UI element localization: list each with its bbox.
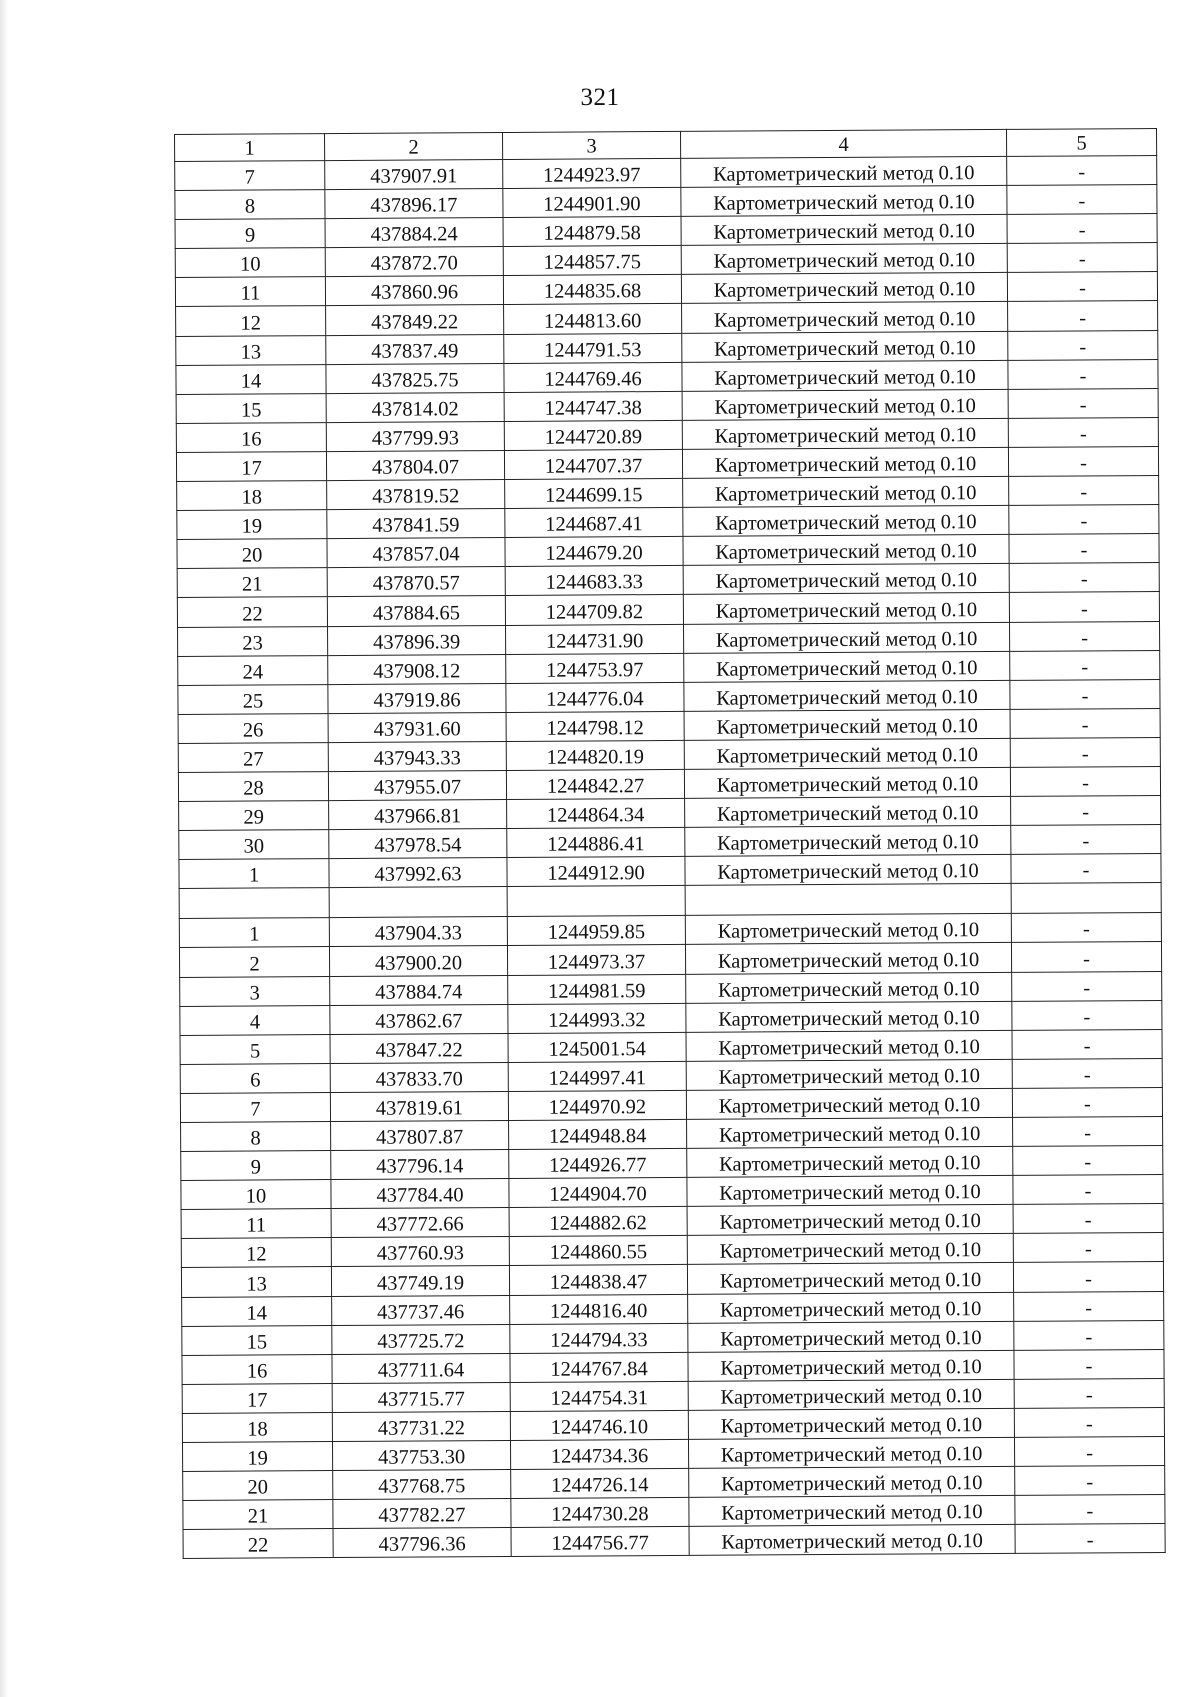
note-cell: - xyxy=(1010,708,1160,738)
method-cell: Картометрический метод 0.10 xyxy=(686,1030,1012,1061)
point-number-cell: 17 xyxy=(176,452,326,482)
point-number-cell: 10 xyxy=(175,248,325,278)
x-coordinate-cell: 437862.67 xyxy=(330,1004,508,1034)
note-cell: - xyxy=(1011,913,1161,943)
point-number-cell: 6 xyxy=(180,1063,330,1093)
y-coordinate-cell: 1244709.82 xyxy=(505,595,683,625)
x-coordinate-cell: 437825.75 xyxy=(326,363,504,393)
x-coordinate-cell: 437814.02 xyxy=(326,392,504,422)
y-coordinate-cell: 1244904.70 xyxy=(509,1178,687,1208)
point-number-cell: 7 xyxy=(180,1092,330,1122)
method-cell: Картометрический метод 0.10 xyxy=(686,972,1012,1003)
method-cell: Картометрический метод 0.10 xyxy=(688,1350,1014,1381)
point-number-cell: 1 xyxy=(179,918,329,948)
method-cell: Картометрический метод 0.10 xyxy=(687,1176,1013,1207)
x-coordinate-cell: 437904.33 xyxy=(329,917,507,947)
note-cell: - xyxy=(1007,214,1157,244)
header-col-1: 1 xyxy=(175,134,325,162)
x-coordinate-cell: 437841.59 xyxy=(327,509,505,539)
x-coordinate-cell: 437807.87 xyxy=(331,1120,509,1150)
point-number-cell: 29 xyxy=(179,801,329,831)
point-number-cell: 28 xyxy=(178,772,328,802)
note-cell: - xyxy=(1013,1116,1163,1146)
method-cell: Картометрический метод 0.10 xyxy=(682,302,1008,333)
point-number-cell: 13 xyxy=(181,1267,331,1297)
method-cell: Картометрический метод 0.10 xyxy=(687,1234,1013,1265)
point-number-cell: 9 xyxy=(181,1151,331,1181)
method-cell: Картометрический метод 0.10 xyxy=(687,1205,1013,1236)
point-number-cell: 4 xyxy=(180,1005,330,1035)
y-coordinate-cell: 1244959.85 xyxy=(507,916,685,946)
note-cell: - xyxy=(1010,679,1160,709)
y-coordinate-cell: 1244864.34 xyxy=(507,798,685,828)
note-cell: - xyxy=(1008,301,1158,331)
note-cell: - xyxy=(1013,1262,1163,1292)
point-number-cell: 15 xyxy=(176,393,326,423)
note-cell: - xyxy=(1010,737,1160,767)
method-cell: Картометрический метод 0.10 xyxy=(684,709,1010,740)
y-coordinate-cell: 1244997.41 xyxy=(508,1061,686,1091)
y-coordinate-cell: 1244879.58 xyxy=(503,217,681,247)
x-coordinate-cell: 437711.64 xyxy=(332,1353,510,1383)
note-cell: - xyxy=(1012,1000,1162,1030)
y-coordinate-cell: 1244912.90 xyxy=(507,857,685,887)
table-body xyxy=(175,155,1166,1558)
empty-cell xyxy=(329,887,507,918)
point-number-cell: 11 xyxy=(181,1209,331,1239)
empty-cell xyxy=(507,886,685,917)
method-cell: Картометрический метод 0.10 xyxy=(688,1321,1014,1352)
x-coordinate-cell: 437857.04 xyxy=(327,538,505,568)
note-cell: - xyxy=(1007,185,1157,215)
method-cell: Картометрический метод 0.10 xyxy=(685,826,1011,857)
y-coordinate-cell: 1244901.90 xyxy=(503,187,681,217)
y-coordinate-cell: 1244813.60 xyxy=(504,304,682,334)
note-cell: - xyxy=(1009,621,1159,651)
method-cell: Картометрический метод 0.10 xyxy=(689,1467,1015,1498)
x-coordinate-cell: 437804.07 xyxy=(326,450,504,480)
point-number-cell: 11 xyxy=(175,277,325,307)
method-cell: Картометрический метод 0.10 xyxy=(686,1001,1012,1032)
note-cell: - xyxy=(1007,243,1157,273)
point-number-cell: 19 xyxy=(182,1442,332,1472)
method-cell: Картометрический метод 0.10 xyxy=(681,215,1007,246)
method-cell: Картометрический метод 0.10 xyxy=(686,1059,1012,1090)
point-number-cell: 22 xyxy=(177,597,327,627)
point-number-cell: 3 xyxy=(180,976,330,1006)
x-coordinate-cell: 437768.75 xyxy=(333,1470,511,1500)
y-coordinate-cell: 1244882.62 xyxy=(509,1207,687,1237)
note-cell: - xyxy=(1015,1466,1165,1496)
header-col-3: 3 xyxy=(502,131,680,159)
note-cell: - xyxy=(1015,1495,1165,1525)
x-coordinate-cell: 437931.60 xyxy=(328,712,506,742)
y-coordinate-cell: 1244734.36 xyxy=(510,1439,688,1469)
y-coordinate-cell: 1244857.75 xyxy=(503,246,681,276)
x-coordinate-cell: 437715.77 xyxy=(332,1382,510,1412)
point-number-cell: 25 xyxy=(178,684,328,714)
y-coordinate-cell: 1244835.68 xyxy=(503,275,681,305)
method-cell: Картометрический метод 0.10 xyxy=(681,273,1007,304)
x-coordinate-cell: 437955.07 xyxy=(328,770,506,800)
y-coordinate-cell: 1244842.27 xyxy=(506,769,684,799)
y-coordinate-cell: 1244707.37 xyxy=(504,449,682,479)
empty-cell xyxy=(179,888,329,919)
x-coordinate-cell: 437847.22 xyxy=(330,1033,508,1063)
method-cell: Картометрический метод 0.10 xyxy=(683,564,1009,595)
x-coordinate-cell: 437784.40 xyxy=(331,1179,509,1209)
method-cell: Картометрический метод 0.10 xyxy=(685,855,1011,886)
note-cell: - xyxy=(1008,359,1158,389)
method-cell: Картометрический метод 0.10 xyxy=(687,1117,1013,1148)
y-coordinate-cell: 1244791.53 xyxy=(504,333,682,363)
method-cell: Картометрический метод 0.10 xyxy=(682,447,1008,478)
y-coordinate-cell: 1244767.84 xyxy=(510,1352,688,1382)
empty-cell xyxy=(1011,883,1161,914)
point-number-cell: 8 xyxy=(175,190,325,220)
note-cell: - xyxy=(1011,854,1161,884)
page-number: 321 xyxy=(580,84,620,111)
point-number-cell: 23 xyxy=(178,626,328,656)
note-cell: - xyxy=(1012,1058,1162,1088)
point-number-cell: 27 xyxy=(178,742,328,772)
method-cell: Картометрический метод 0.10 xyxy=(683,535,1009,566)
point-number-cell: 8 xyxy=(181,1122,331,1152)
x-coordinate-cell: 437782.27 xyxy=(333,1499,511,1529)
point-number-cell: 12 xyxy=(181,1238,331,1268)
method-cell: Картометрический метод 0.10 xyxy=(681,244,1007,275)
x-coordinate-cell: 437907.91 xyxy=(325,159,503,189)
method-cell: Картометрический метод 0.10 xyxy=(688,1408,1014,1439)
method-cell: Картометрический метод 0.10 xyxy=(689,1496,1015,1527)
method-cell: Картометрический метод 0.10 xyxy=(685,796,1011,827)
y-coordinate-cell: 1244981.59 xyxy=(508,974,686,1004)
method-cell: Картометрический метод 0.10 xyxy=(681,156,1007,187)
method-cell: Картометрический метод 0.10 xyxy=(684,738,1010,769)
coordinates-table xyxy=(174,128,1166,1559)
y-coordinate-cell: 1244973.37 xyxy=(507,945,685,975)
point-number-cell: 20 xyxy=(183,1471,333,1501)
y-coordinate-cell: 1244683.33 xyxy=(505,566,683,596)
method-cell: Картометрический метод 0.10 xyxy=(682,418,1008,449)
note-cell: - xyxy=(1014,1291,1164,1321)
note-cell: - xyxy=(1015,1524,1165,1554)
x-coordinate-cell: 437760.93 xyxy=(331,1237,509,1267)
method-cell: Картометрический метод 0.10 xyxy=(688,1379,1014,1410)
method-cell: Картометрический метод 0.10 xyxy=(685,914,1011,945)
note-cell: - xyxy=(1014,1407,1164,1437)
point-number-cell: 12 xyxy=(176,306,326,336)
scan-edge-shadow xyxy=(0,0,8,1697)
y-coordinate-cell: 1244923.97 xyxy=(503,158,681,188)
point-number-cell: 14 xyxy=(176,364,326,394)
method-cell: Картометрический метод 0.10 xyxy=(687,1146,1013,1177)
method-cell: Картометрический метод 0.10 xyxy=(681,186,1007,217)
y-coordinate-cell: 1244720.89 xyxy=(504,420,682,450)
point-number-cell: 24 xyxy=(178,655,328,685)
note-cell: - xyxy=(1014,1437,1164,1467)
table-row xyxy=(183,1524,1165,1559)
note-cell: - xyxy=(1008,330,1158,360)
header-col-5: 5 xyxy=(1006,128,1156,156)
method-cell: Картометрический метод 0.10 xyxy=(688,1437,1014,1468)
x-coordinate-cell: 437772.66 xyxy=(331,1208,509,1238)
header-col-4: 4 xyxy=(680,129,1006,158)
note-cell: - xyxy=(1011,942,1161,972)
note-cell: - xyxy=(1013,1175,1163,1205)
point-number-cell: 26 xyxy=(178,713,328,743)
empty-cell xyxy=(685,884,1011,916)
point-number-cell: 15 xyxy=(182,1325,332,1355)
y-coordinate-cell: 1244699.15 xyxy=(505,478,683,508)
note-cell: - xyxy=(1008,388,1158,418)
y-coordinate-cell: 1244746.10 xyxy=(510,1410,688,1440)
x-coordinate-cell: 437799.93 xyxy=(326,421,504,451)
method-cell: Картометрический метод 0.10 xyxy=(684,680,1010,711)
method-cell: Картометрический метод 0.10 xyxy=(682,360,1008,391)
y-coordinate-cell: 1244753.97 xyxy=(506,653,684,683)
point-number-cell: 16 xyxy=(176,422,326,452)
y-coordinate-cell: 1244816.40 xyxy=(510,1294,688,1324)
x-coordinate-cell: 437819.52 xyxy=(327,480,505,510)
method-cell: Картометрический метод 0.10 xyxy=(683,476,1009,507)
x-coordinate-cell: 437900.20 xyxy=(329,946,507,976)
point-number-cell: 14 xyxy=(182,1296,332,1326)
point-number-cell: 18 xyxy=(182,1412,332,1442)
note-cell: - xyxy=(1009,476,1159,506)
y-coordinate-cell: 1244993.32 xyxy=(508,1003,686,1033)
x-coordinate-cell: 437749.19 xyxy=(331,1266,509,1296)
method-cell: Картометрический метод 0.10 xyxy=(688,1292,1014,1323)
note-cell: - xyxy=(1007,155,1157,185)
x-coordinate-cell: 437796.36 xyxy=(333,1528,511,1558)
x-coordinate-cell: 437837.49 xyxy=(326,334,504,364)
method-cell: Картометрический метод 0.10 xyxy=(687,1263,1013,1294)
x-coordinate-cell: 437896.17 xyxy=(325,189,503,219)
note-cell: - xyxy=(1010,766,1160,796)
y-coordinate-cell: 1244926.77 xyxy=(509,1148,687,1178)
note-cell: - xyxy=(1008,446,1158,476)
note-cell: - xyxy=(1011,825,1161,855)
method-cell: Картометрический метод 0.10 xyxy=(683,506,1009,537)
x-coordinate-cell: 437725.72 xyxy=(332,1324,510,1354)
method-cell: Картометрический метод 0.10 xyxy=(684,651,1010,682)
x-coordinate-cell: 437884.65 xyxy=(327,596,505,626)
x-coordinate-cell: 437737.46 xyxy=(332,1295,510,1325)
y-coordinate-cell: 1244798.12 xyxy=(506,711,684,741)
method-cell: Картометрический метод 0.10 xyxy=(684,622,1010,653)
method-cell: Картометрический метод 0.10 xyxy=(685,943,1011,974)
y-coordinate-cell: 1244726.14 xyxy=(511,1469,689,1499)
y-coordinate-cell: 1244756.77 xyxy=(511,1527,689,1557)
y-coordinate-cell: 1244747.38 xyxy=(504,391,682,421)
note-cell: - xyxy=(1009,534,1159,564)
point-number-cell: 16 xyxy=(182,1354,332,1384)
y-coordinate-cell: 1245001.54 xyxy=(508,1032,686,1062)
x-coordinate-cell: 437860.96 xyxy=(325,276,503,306)
x-coordinate-cell: 437870.57 xyxy=(327,567,505,597)
note-cell: - xyxy=(1012,971,1162,1001)
point-number-cell: 18 xyxy=(177,481,327,511)
note-cell: - xyxy=(1014,1378,1164,1408)
note-cell: - xyxy=(1012,1029,1162,1059)
point-number-cell: 17 xyxy=(182,1383,332,1413)
note-cell: - xyxy=(1007,272,1157,302)
x-coordinate-cell: 437884.24 xyxy=(325,218,503,248)
x-coordinate-cell: 437919.86 xyxy=(328,683,506,713)
note-cell: - xyxy=(1012,1087,1162,1117)
y-coordinate-cell: 1244679.20 xyxy=(505,537,683,567)
x-coordinate-cell: 437978.54 xyxy=(329,829,507,859)
method-cell: Картометрический метод 0.10 xyxy=(689,1525,1015,1556)
y-coordinate-cell: 1244794.33 xyxy=(510,1323,688,1353)
point-number-cell: 1 xyxy=(179,859,329,889)
point-number-cell: 19 xyxy=(177,510,327,540)
y-coordinate-cell: 1244730.28 xyxy=(511,1498,689,1528)
y-coordinate-cell: 1244860.55 xyxy=(509,1236,687,1266)
method-cell: Картометрический метод 0.10 xyxy=(682,331,1008,362)
y-coordinate-cell: 1244886.41 xyxy=(507,828,685,858)
note-cell: - xyxy=(1008,417,1158,447)
point-number-cell: 21 xyxy=(183,1500,333,1530)
x-coordinate-cell: 437992.63 xyxy=(329,858,507,888)
method-cell: Картометрический метод 0.10 xyxy=(683,593,1009,624)
note-cell: - xyxy=(1013,1146,1163,1176)
x-coordinate-cell: 437908.12 xyxy=(328,654,506,684)
y-coordinate-cell: 1244948.84 xyxy=(509,1119,687,1149)
x-coordinate-cell: 437819.61 xyxy=(330,1091,508,1121)
method-cell: Картометрический метод 0.10 xyxy=(682,389,1008,420)
x-coordinate-cell: 437753.30 xyxy=(332,1441,510,1471)
point-number-cell: 10 xyxy=(181,1180,331,1210)
x-coordinate-cell: 437884.74 xyxy=(330,975,508,1005)
x-coordinate-cell: 437849.22 xyxy=(326,305,504,335)
note-cell: - xyxy=(1010,650,1160,680)
x-coordinate-cell: 437966.81 xyxy=(329,800,507,830)
y-coordinate-cell: 1244731.90 xyxy=(506,624,684,654)
point-number-cell: 9 xyxy=(175,219,325,249)
header-col-2: 2 xyxy=(325,132,503,160)
point-number-cell: 21 xyxy=(177,568,327,598)
y-coordinate-cell: 1244754.31 xyxy=(510,1381,688,1411)
note-cell: - xyxy=(1011,796,1161,826)
point-number-cell: 20 xyxy=(177,539,327,569)
x-coordinate-cell: 437731.22 xyxy=(332,1411,510,1441)
x-coordinate-cell: 437796.14 xyxy=(331,1150,509,1180)
x-coordinate-cell: 437872.70 xyxy=(325,247,503,277)
x-coordinate-cell: 437833.70 xyxy=(330,1062,508,1092)
y-coordinate-cell: 1244838.47 xyxy=(509,1265,687,1295)
note-cell: - xyxy=(1009,563,1159,593)
y-coordinate-cell: 1244687.41 xyxy=(505,508,683,538)
note-cell: - xyxy=(1009,505,1159,535)
x-coordinate-cell: 437896.39 xyxy=(328,625,506,655)
point-number-cell: 30 xyxy=(179,830,329,860)
y-coordinate-cell: 1244769.46 xyxy=(504,362,682,392)
note-cell: - xyxy=(1014,1320,1164,1350)
point-number-cell: 2 xyxy=(179,947,329,977)
note-cell: - xyxy=(1013,1233,1163,1263)
y-coordinate-cell: 1244776.04 xyxy=(506,682,684,712)
y-coordinate-cell: 1244820.19 xyxy=(506,740,684,770)
method-cell: Картометрический метод 0.10 xyxy=(684,767,1010,798)
point-number-cell: 22 xyxy=(183,1529,333,1559)
point-number-cell: 5 xyxy=(180,1034,330,1064)
x-coordinate-cell: 437943.33 xyxy=(328,741,506,771)
note-cell: - xyxy=(1013,1204,1163,1234)
note-cell: - xyxy=(1014,1349,1164,1379)
point-number-cell: 7 xyxy=(175,161,325,191)
y-coordinate-cell: 1244970.92 xyxy=(508,1090,686,1120)
note-cell: - xyxy=(1009,592,1159,622)
point-number-cell: 13 xyxy=(176,335,326,365)
method-cell: Картометрический метод 0.10 xyxy=(686,1088,1012,1119)
